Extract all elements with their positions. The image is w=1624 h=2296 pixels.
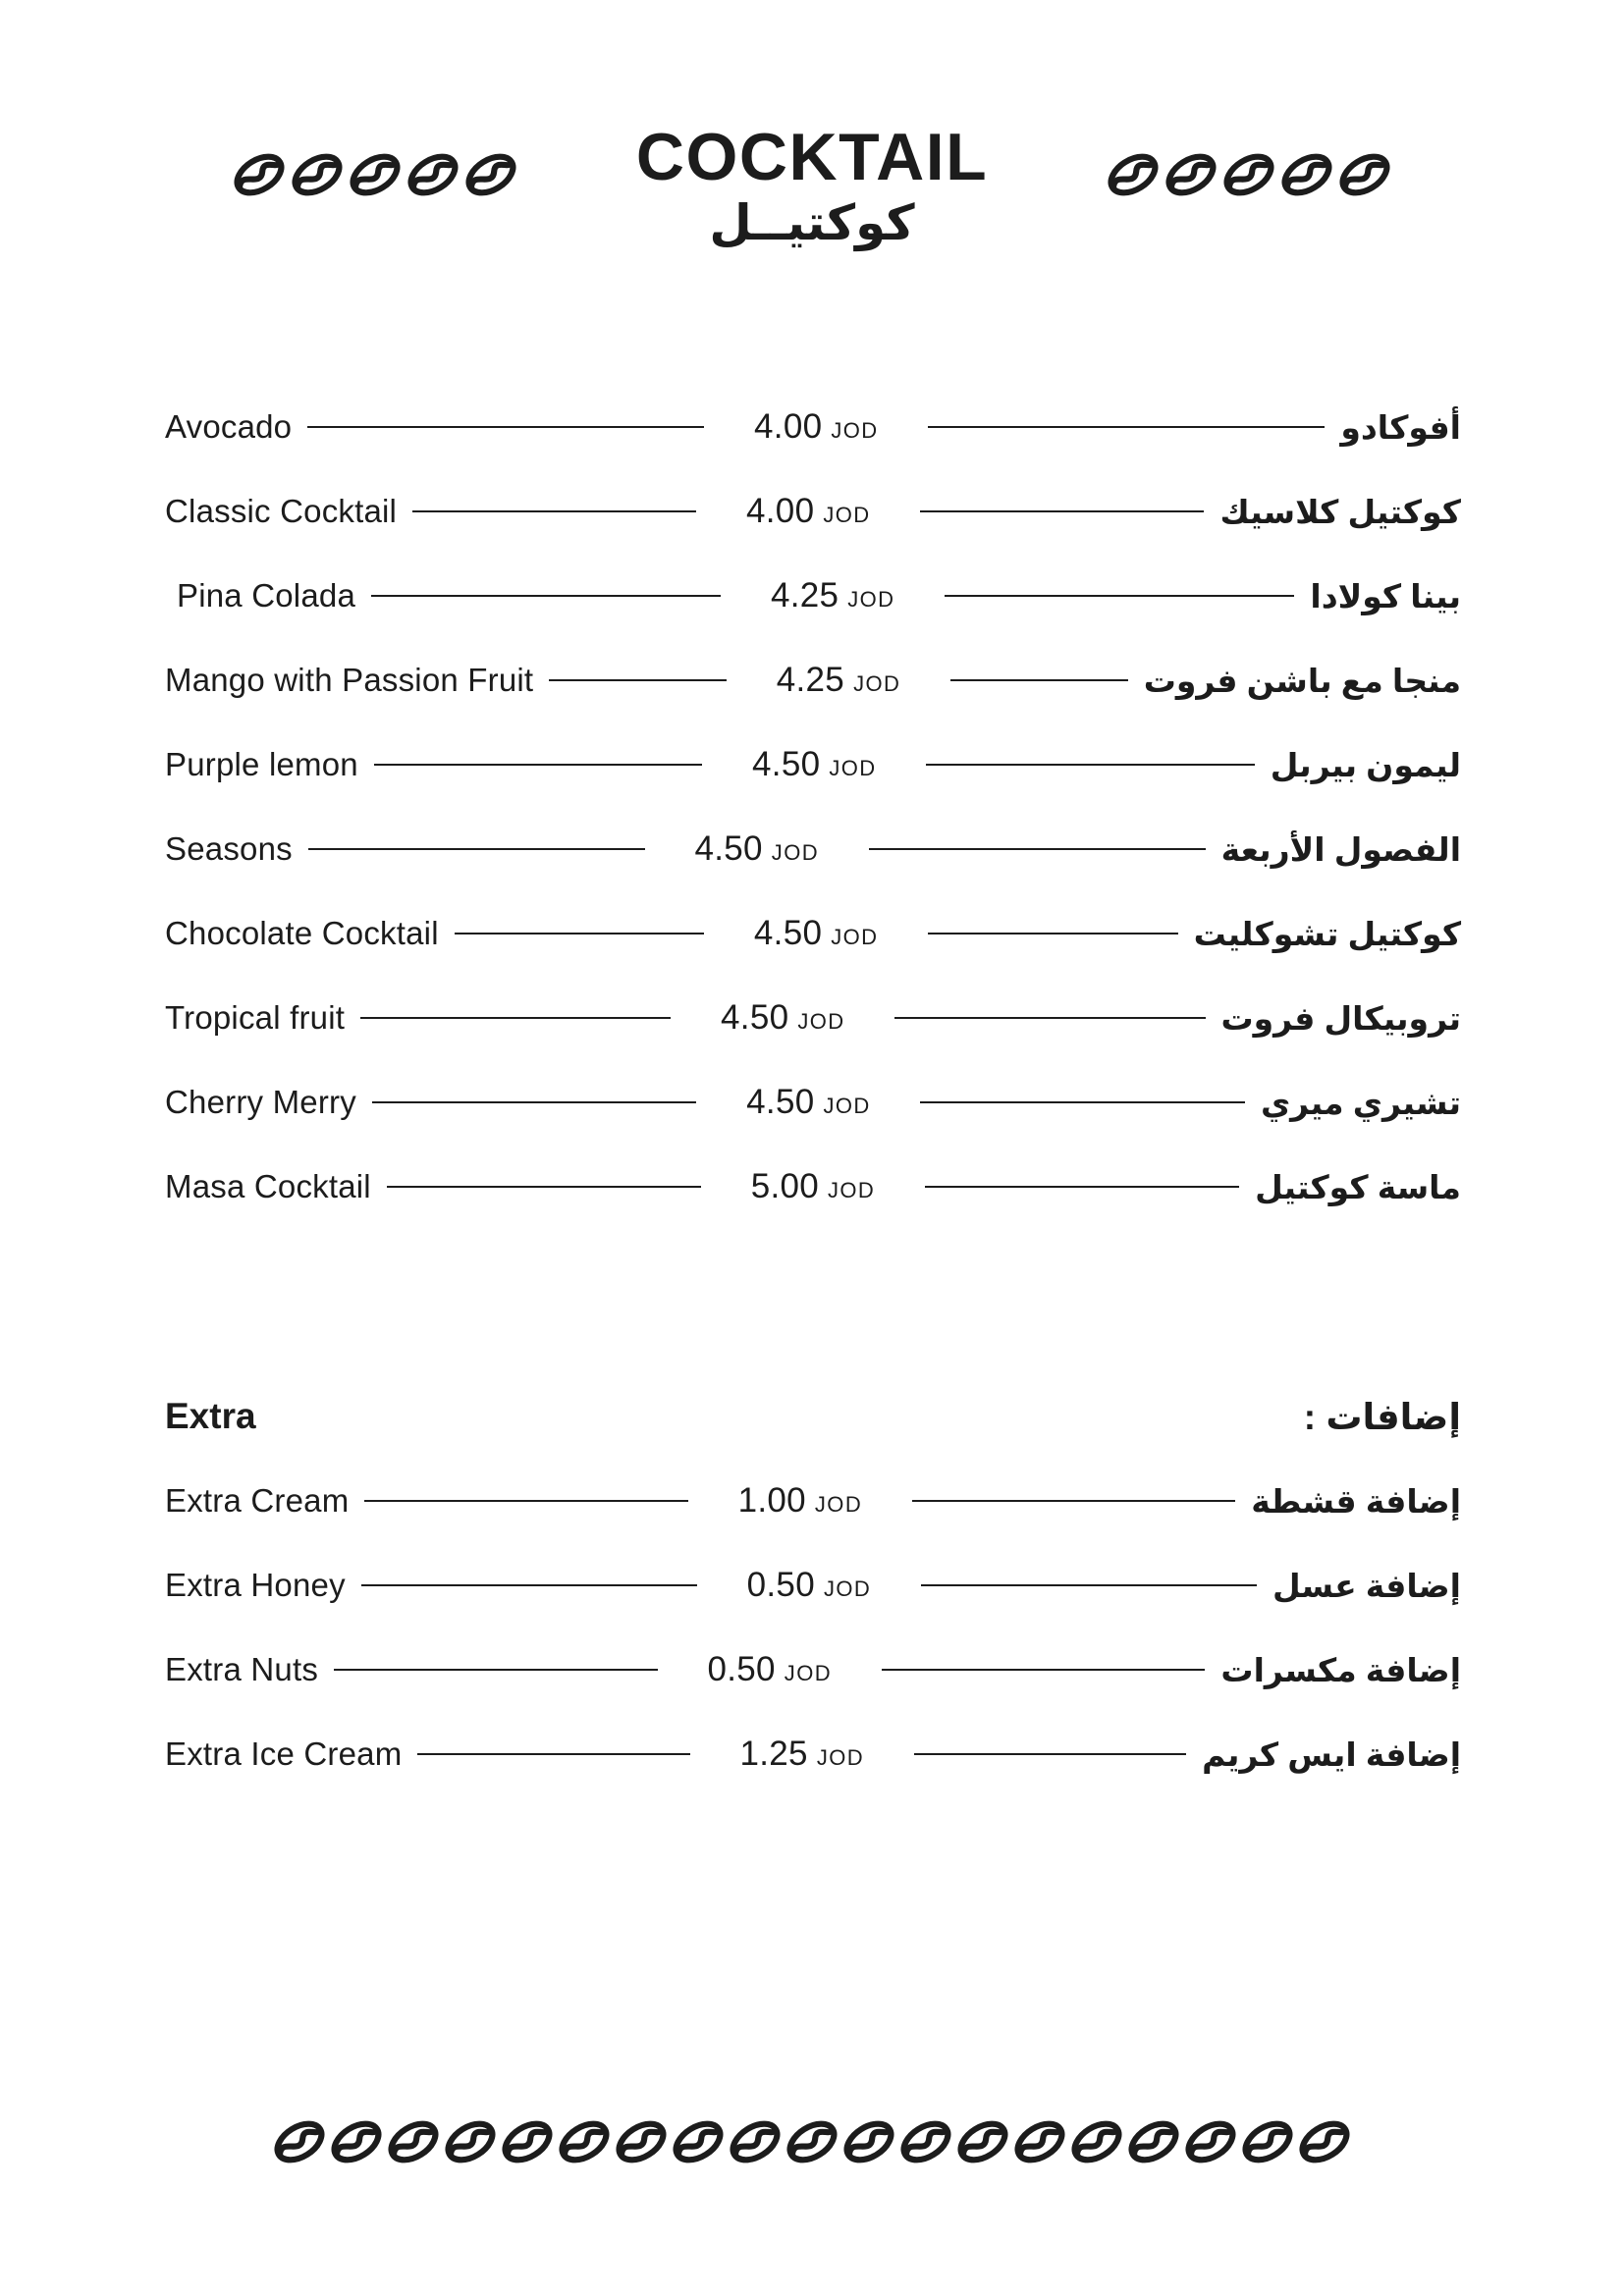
coffee-bean-icon bbox=[500, 2114, 555, 2169]
item-name-arabic: إضافة قشطة bbox=[1251, 1482, 1462, 1520]
menu-item-row bbox=[165, 807, 1461, 891]
leader-line-right bbox=[882, 1669, 1206, 1671]
header-decoration-left bbox=[232, 139, 518, 210]
coffee-bean-icon bbox=[671, 2114, 726, 2169]
extra-section bbox=[165, 1374, 1461, 1796]
leader-line-left bbox=[374, 764, 702, 766]
header-decoration-right bbox=[1106, 139, 1392, 210]
item-price-amount: 4.50 bbox=[721, 998, 789, 1037]
item-price-currency: JOD bbox=[823, 1094, 871, 1118]
item-name-english: Chocolate Cocktail bbox=[165, 915, 439, 951]
leader-line-left bbox=[372, 1101, 697, 1103]
leader-line-left bbox=[412, 510, 696, 512]
item-name-arabic: إضافة عسل bbox=[1272, 1567, 1461, 1604]
coffee-bean-icon bbox=[1012, 2114, 1067, 2169]
item-price-currency: JOD bbox=[797, 1009, 845, 1034]
item-price-currency: JOD bbox=[823, 1576, 872, 1601]
coffee-bean-icon bbox=[1126, 2114, 1181, 2169]
item-name-arabic: أفوكادو bbox=[1340, 408, 1461, 446]
menu-item-row bbox=[165, 722, 1461, 807]
item-name-arabic: منجا مع باشن فروت bbox=[1143, 662, 1461, 699]
item-name-english: Avocado bbox=[165, 408, 293, 445]
extra-list bbox=[165, 1459, 1461, 1796]
item-name-english: Extra Nuts bbox=[165, 1651, 319, 1687]
menu-item-row bbox=[165, 1712, 1461, 1796]
item-name-english: Extra Ice Cream bbox=[165, 1735, 403, 1772]
item-name-arabic: ليمون بيربل bbox=[1270, 746, 1461, 783]
menu-item-row bbox=[165, 976, 1461, 1060]
coffee-bean-icon bbox=[1221, 147, 1276, 202]
item-price bbox=[720, 914, 912, 953]
item-price-currency: JOD bbox=[831, 418, 879, 443]
item-name-english: Classic Cocktail bbox=[165, 493, 398, 529]
coffee-bean-icon bbox=[348, 147, 403, 202]
item-price-amount: 4.00 bbox=[746, 492, 815, 530]
menu-header bbox=[0, 120, 1624, 250]
menu-item-row bbox=[165, 1459, 1461, 1543]
item-price-currency: JOD bbox=[847, 587, 895, 612]
item-name-arabic: كوكتيل تشوكليت bbox=[1193, 915, 1462, 952]
leader-line-left bbox=[360, 1017, 671, 1019]
menu-item-row bbox=[165, 1543, 1461, 1628]
leader-line-left bbox=[307, 426, 704, 428]
leader-line-right bbox=[894, 1017, 1205, 1019]
leader-line-right bbox=[869, 848, 1206, 850]
item-name-arabic: بينا كولادا bbox=[1310, 577, 1461, 614]
item-price bbox=[718, 745, 910, 784]
leader-line-left bbox=[417, 1753, 689, 1755]
item-price bbox=[720, 407, 912, 447]
leader-line-right bbox=[912, 1500, 1235, 1502]
leader-line-left bbox=[455, 933, 704, 934]
item-price-currency: JOD bbox=[823, 503, 871, 527]
item-price-amount: 1.00 bbox=[737, 1481, 806, 1520]
leader-line-left bbox=[549, 679, 727, 681]
coffee-bean-icon bbox=[1240, 2114, 1295, 2169]
coffee-bean-icon bbox=[1297, 2114, 1352, 2169]
item-name-english: Mango with Passion Fruit bbox=[165, 662, 534, 698]
coffee-bean-icon bbox=[1106, 147, 1161, 202]
item-price-amount: 4.50 bbox=[746, 1083, 815, 1121]
item-price-currency: JOD bbox=[828, 1178, 876, 1202]
item-price-currency: JOD bbox=[814, 1492, 863, 1517]
coffee-bean-icon bbox=[614, 2114, 669, 2169]
leader-line-right bbox=[926, 764, 1254, 766]
item-price-amount: 4.50 bbox=[694, 829, 763, 868]
item-price bbox=[674, 1650, 866, 1689]
item-price-amount: 1.25 bbox=[739, 1735, 808, 1773]
item-price bbox=[686, 998, 879, 1038]
leader-line-left bbox=[308, 848, 645, 850]
coffee-bean-icon bbox=[443, 2114, 498, 2169]
item-name-arabic: إضافة ايس كريم bbox=[1202, 1735, 1462, 1773]
item-price-currency: JOD bbox=[853, 671, 901, 696]
item-name-english: Extra Cream bbox=[165, 1482, 350, 1519]
menu-item-row bbox=[165, 1145, 1461, 1229]
coffee-bean-icon bbox=[557, 2114, 612, 2169]
menu-item-row bbox=[165, 1628, 1461, 1712]
menu-item-row bbox=[165, 891, 1461, 976]
item-price-amount: 4.25 bbox=[776, 661, 845, 699]
leader-line-right bbox=[928, 426, 1325, 428]
item-price-currency: JOD bbox=[816, 1745, 865, 1770]
leader-line-right bbox=[920, 510, 1204, 512]
item-name-english: Pina Colada bbox=[177, 577, 355, 614]
item-price-amount: 4.25 bbox=[770, 576, 839, 614]
coffee-bean-icon bbox=[955, 2114, 1010, 2169]
leader-line-right bbox=[920, 1101, 1245, 1103]
item-name-english: Seasons bbox=[165, 830, 293, 867]
coffee-bean-icon bbox=[841, 2114, 896, 2169]
item-price bbox=[742, 661, 935, 700]
item-name-english: Tropical fruit bbox=[165, 999, 346, 1036]
item-name-arabic: إضافة مكسرات bbox=[1220, 1651, 1462, 1688]
item-name-english: Cherry Merry bbox=[165, 1084, 356, 1120]
footer-decoration bbox=[0, 2107, 1624, 2177]
item-price bbox=[717, 1167, 909, 1206]
item-price-amount: 4.50 bbox=[753, 914, 823, 952]
item-price-amount: 0.50 bbox=[746, 1566, 815, 1604]
item-price-amount: 0.50 bbox=[707, 1650, 776, 1688]
coffee-bean-icon bbox=[1183, 2114, 1238, 2169]
coffee-bean-icon bbox=[329, 2114, 384, 2169]
coffee-bean-icon bbox=[785, 2114, 839, 2169]
item-name-arabic: ماسة كوكتيل bbox=[1255, 1168, 1461, 1205]
page-title bbox=[581, 120, 1043, 250]
item-price bbox=[712, 1083, 904, 1122]
item-price-amount: 4.50 bbox=[752, 745, 821, 783]
coffee-bean-icon bbox=[386, 2114, 441, 2169]
extra-heading-english: Extra bbox=[165, 1396, 256, 1436]
page-title-arabic: كوكتيــل bbox=[709, 194, 915, 250]
coffee-bean-icon bbox=[463, 147, 518, 202]
coffee-bean-icon bbox=[1279, 147, 1334, 202]
item-name-english: Purple lemon bbox=[165, 746, 358, 782]
item-price-currency: JOD bbox=[771, 840, 819, 865]
leader-line-right bbox=[921, 1584, 1257, 1586]
menu-item-row bbox=[165, 1060, 1461, 1145]
item-price bbox=[706, 1735, 898, 1774]
coffee-bean-icon bbox=[898, 2114, 953, 2169]
coffee-bean-icon bbox=[290, 147, 345, 202]
coffee-bean-icon bbox=[1069, 2114, 1124, 2169]
coffee-bean-icon bbox=[232, 147, 287, 202]
coffee-bean-icon bbox=[272, 2114, 327, 2169]
leader-line-right bbox=[928, 933, 1177, 934]
leader-line-left bbox=[371, 595, 721, 597]
footer-bean-row bbox=[272, 2107, 1352, 2177]
item-price bbox=[712, 492, 904, 531]
cocktail-list bbox=[165, 385, 1461, 1229]
item-price bbox=[661, 829, 853, 869]
leader-line-left bbox=[361, 1584, 697, 1586]
leader-line-right bbox=[925, 1186, 1239, 1188]
item-price bbox=[713, 1566, 905, 1605]
extra-section-heading bbox=[165, 1374, 1461, 1459]
menu-item-row bbox=[165, 385, 1461, 469]
menu-item-row bbox=[165, 469, 1461, 554]
coffee-bean-icon bbox=[728, 2114, 783, 2169]
item-price bbox=[704, 1481, 896, 1521]
leader-line-right bbox=[914, 1753, 1186, 1755]
coffee-bean-icon bbox=[1337, 147, 1392, 202]
item-price-amount: 4.00 bbox=[754, 407, 823, 446]
item-name-english: Masa Cocktail bbox=[165, 1168, 371, 1204]
coffee-bean-icon bbox=[406, 147, 460, 202]
item-name-english: Extra Honey bbox=[165, 1567, 346, 1603]
leader-line-right bbox=[950, 679, 1128, 681]
menu-item-row bbox=[165, 638, 1461, 722]
extra-heading-arabic: إضافات : bbox=[1303, 1396, 1461, 1437]
leader-line-left bbox=[334, 1669, 658, 1671]
item-price-currency: JOD bbox=[829, 756, 877, 780]
page-title-english: COCKTAIL bbox=[635, 120, 989, 194]
leader-line-right bbox=[945, 595, 1294, 597]
coffee-bean-icon bbox=[1164, 147, 1218, 202]
leader-line-left bbox=[387, 1186, 701, 1188]
leader-line-left bbox=[364, 1500, 687, 1502]
item-price-amount: 5.00 bbox=[750, 1167, 820, 1205]
item-name-arabic: كوكتيل كلاسيك bbox=[1219, 493, 1462, 530]
item-price bbox=[736, 576, 929, 615]
item-price-currency: JOD bbox=[831, 925, 879, 949]
menu-item-row bbox=[165, 554, 1461, 638]
item-name-arabic: تروبيكال فروت bbox=[1220, 999, 1461, 1037]
item-name-arabic: الفصول الأربعة bbox=[1220, 830, 1462, 868]
item-name-arabic: تشيري ميري bbox=[1260, 1084, 1461, 1121]
item-price-currency: JOD bbox=[784, 1661, 832, 1685]
